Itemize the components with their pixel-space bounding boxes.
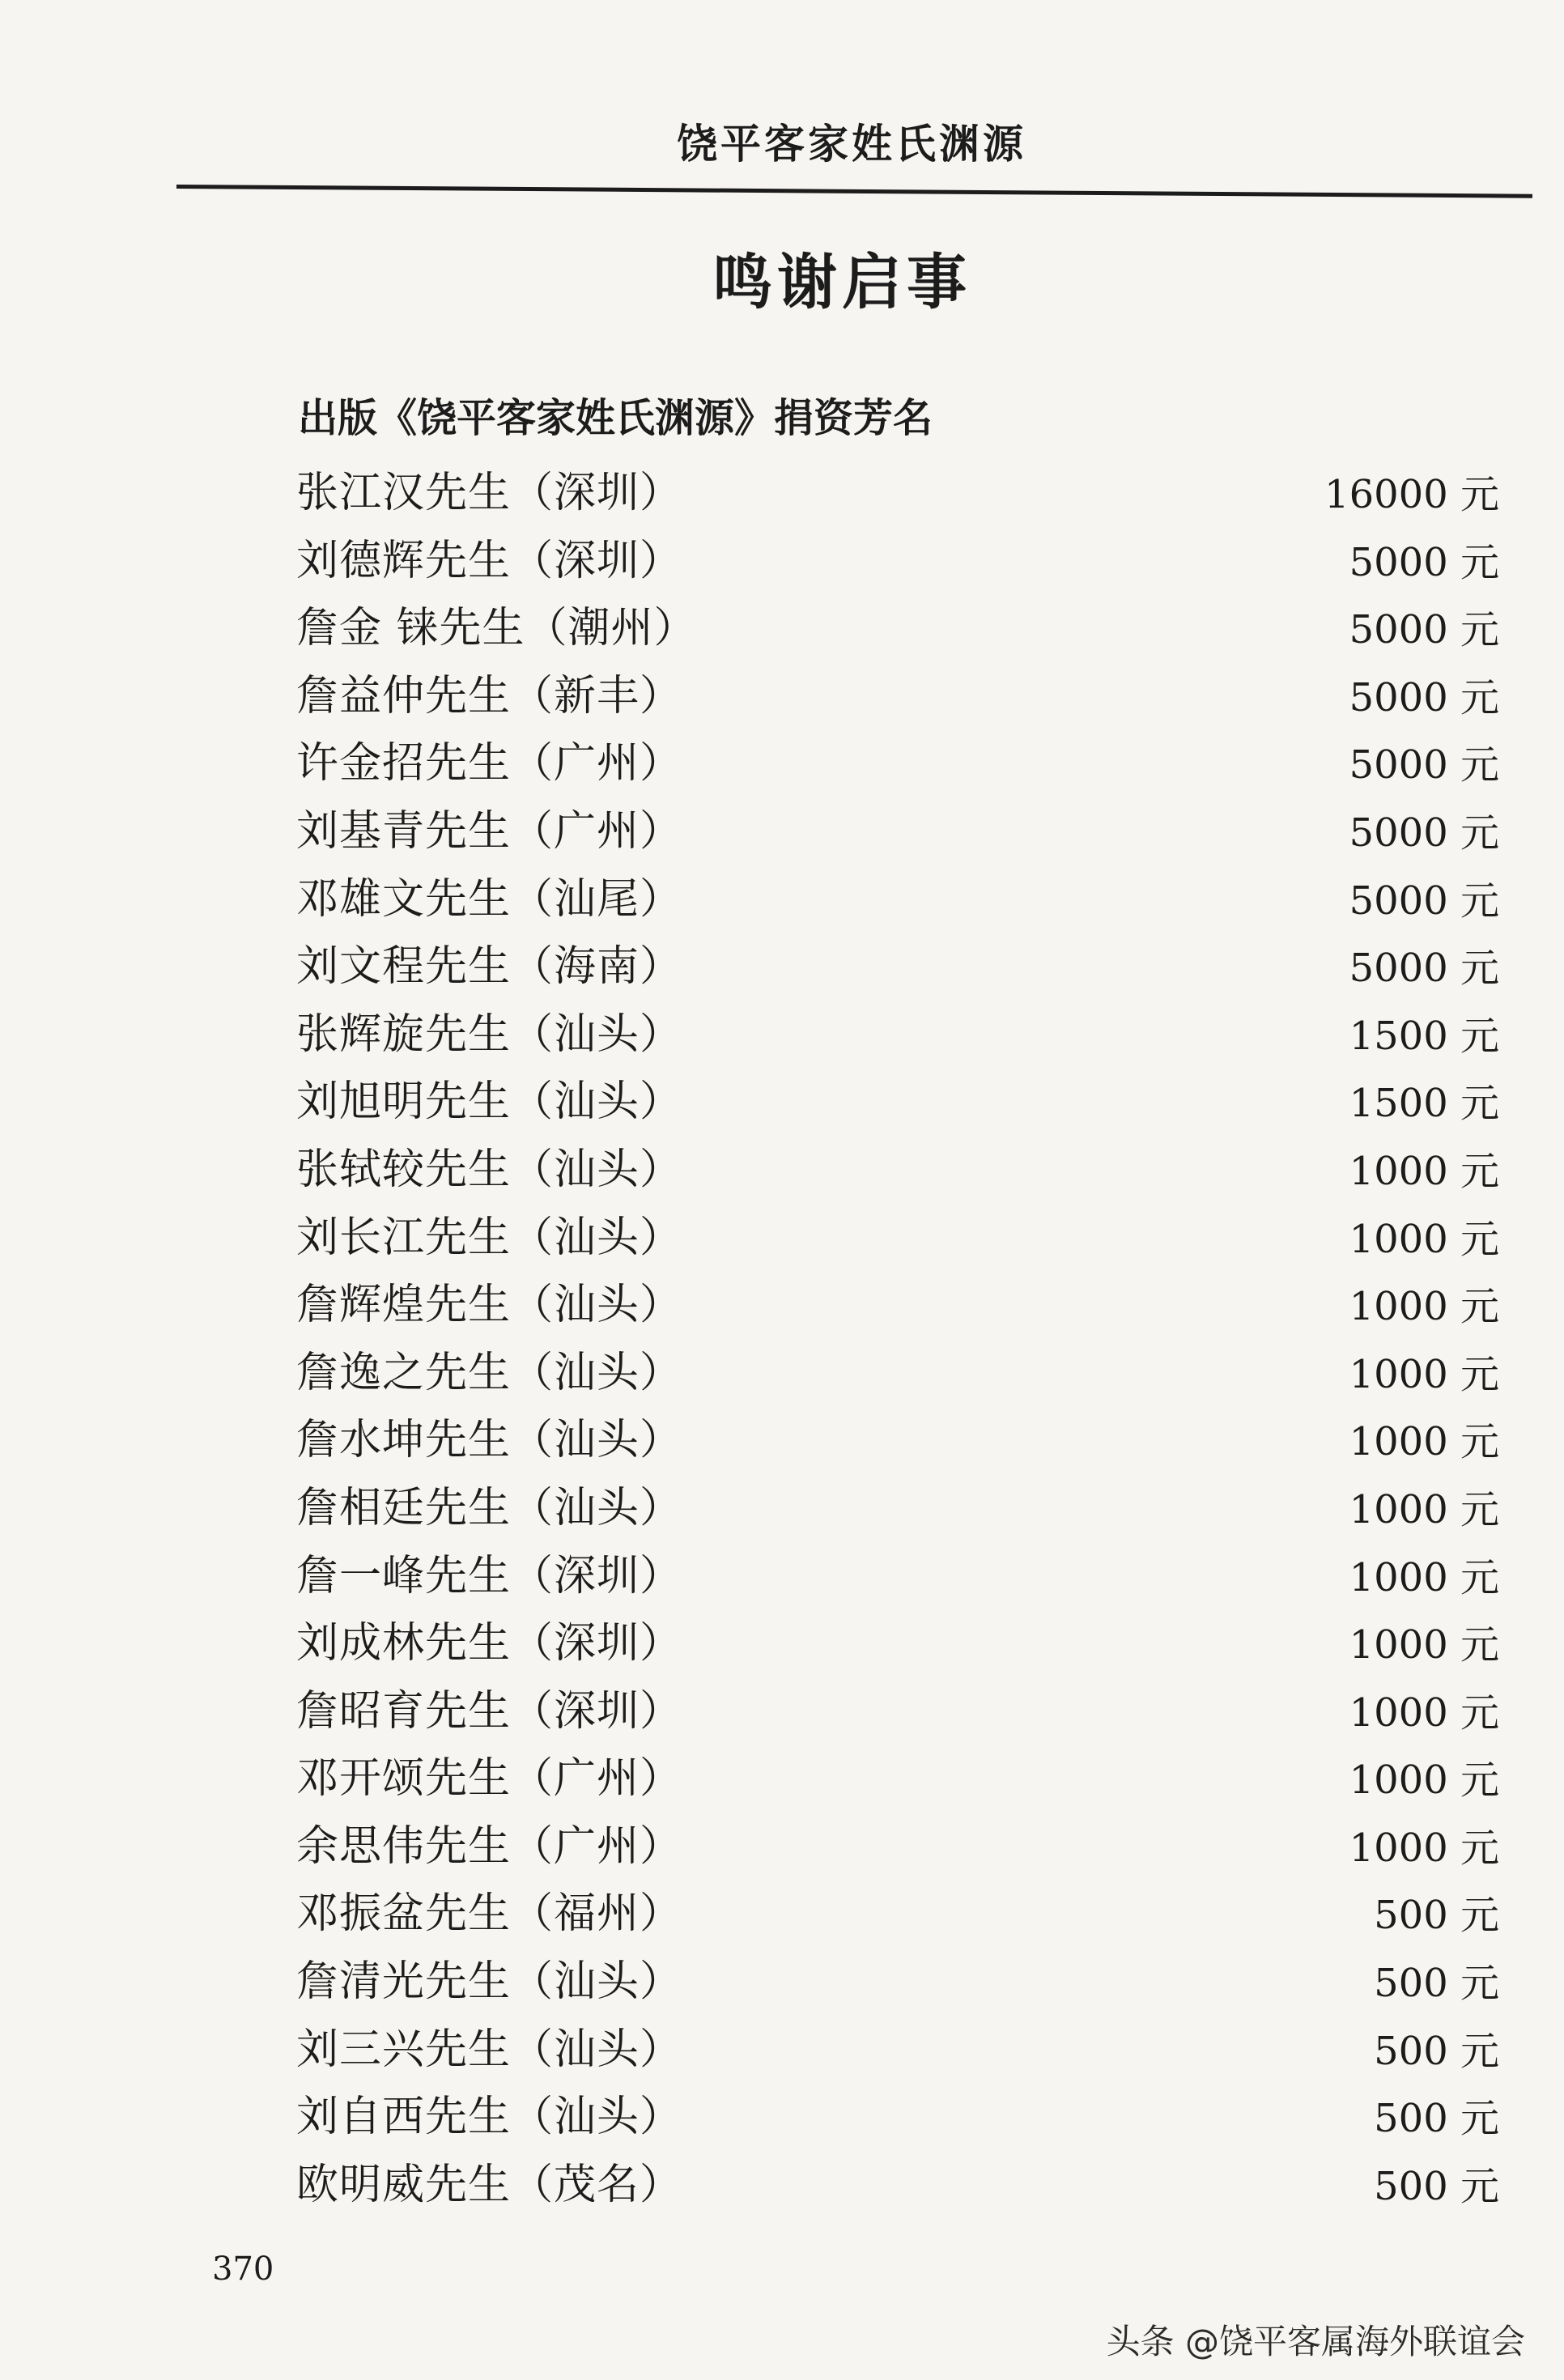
donor-row bbox=[0, 1872, 1564, 1940]
donor-name: 詹清光先生（汕头） bbox=[296, 1957, 683, 2007]
donor-name: 詹辉煌先生（汕头） bbox=[296, 1281, 683, 1330]
donor-row bbox=[0, 655, 1564, 723]
donor-name: 余思伟先生（广州） bbox=[296, 1821, 683, 1871]
page-title: 鸣谢启事 bbox=[712, 248, 971, 317]
donor-row bbox=[0, 520, 1564, 588]
donor-row bbox=[0, 1060, 1564, 1128]
donor-name: 刘自西先生（汕头） bbox=[296, 2093, 683, 2142]
donor-name: 刘基青先生（广州） bbox=[296, 806, 683, 856]
donor-row bbox=[0, 2008, 1564, 2076]
donor-amount: 500 元 bbox=[1374, 2028, 1499, 2074]
donor-row bbox=[0, 1535, 1564, 1603]
donor-name: 詹相廷先生（汕头） bbox=[296, 1483, 683, 1532]
donor-amount: 5000 元 bbox=[1349, 539, 1499, 585]
donor-amount: 5000 元 bbox=[1349, 810, 1499, 856]
donor-amount: 1000 元 bbox=[1349, 1486, 1499, 1532]
donor-amount: 5000 元 bbox=[1349, 878, 1499, 924]
donor-name: 詹一峰先生（深圳） bbox=[296, 1551, 683, 1600]
donor-row bbox=[0, 2076, 1564, 2144]
donor-row bbox=[0, 1264, 1564, 1332]
donor-name: 邓振盆先生（福州） bbox=[296, 1889, 683, 1939]
donor-amount: 500 元 bbox=[1374, 1961, 1499, 2007]
donor-amount: 1000 元 bbox=[1349, 1419, 1499, 1465]
donor-amount: 1000 元 bbox=[1349, 1554, 1499, 1600]
page-number: 370 bbox=[212, 2250, 274, 2288]
donor-name: 张轼较先生（汕头） bbox=[296, 1145, 683, 1194]
donor-amount: 5000 元 bbox=[1349, 946, 1499, 992]
donor-name: 邓雄文先生（汕尾） bbox=[296, 874, 683, 924]
donor-name: 刘德辉先生（深圳） bbox=[296, 536, 683, 585]
donor-row bbox=[0, 722, 1564, 790]
donor-row bbox=[0, 1399, 1564, 1467]
donor-name: 张江汉先生（深圳） bbox=[296, 469, 683, 517]
header-rule bbox=[176, 185, 1532, 198]
donor-name: 张辉旋先生（汕头） bbox=[296, 1009, 683, 1059]
donor-row bbox=[0, 1670, 1564, 1738]
donor-list bbox=[0, 452, 1564, 2211]
donor-name: 刘旭明先生（汕头） bbox=[296, 1077, 683, 1127]
donor-name: 刘成林先生（深圳） bbox=[296, 1619, 683, 1668]
donor-row bbox=[0, 1940, 1564, 2008]
donor-name: 刘文程先生（海南） bbox=[296, 942, 683, 992]
donor-row bbox=[0, 587, 1564, 655]
section-heading: 出版《饶平客家姓氏渊源》捐资芳名 bbox=[298, 395, 933, 441]
donor-amount: 1000 元 bbox=[1349, 1622, 1499, 1668]
donor-name: 詹益仲先生（新丰） bbox=[296, 671, 683, 720]
donor-row bbox=[0, 858, 1564, 926]
donor-name: 欧明威先生（茂名） bbox=[296, 2160, 683, 2209]
donor-amount: 5000 元 bbox=[1349, 742, 1499, 788]
donor-amount: 5000 元 bbox=[1349, 607, 1499, 653]
donor-row bbox=[0, 1467, 1564, 1535]
donor-row bbox=[0, 790, 1564, 858]
donor-name: 詹金 铼先生（潮州） bbox=[296, 604, 697, 653]
donor-amount: 500 元 bbox=[1374, 2163, 1499, 2209]
donor-amount: 1000 元 bbox=[1349, 1351, 1499, 1397]
donor-amount: 1000 元 bbox=[1349, 1689, 1499, 1736]
donor-amount: 1000 元 bbox=[1349, 1216, 1499, 1262]
donor-row bbox=[0, 1602, 1564, 1670]
donor-row bbox=[0, 1805, 1564, 1873]
donor-row bbox=[0, 993, 1564, 1061]
donor-amount: 16000 元 bbox=[1324, 472, 1499, 517]
donor-row bbox=[0, 452, 1564, 520]
donor-name: 邓开颂先生（广州） bbox=[296, 1754, 683, 1804]
donor-name: 詹昭育先生（深圳） bbox=[296, 1686, 683, 1736]
donor-name: 刘长江先生（汕头） bbox=[296, 1213, 683, 1262]
donor-amount: 5000 元 bbox=[1349, 674, 1499, 720]
donor-row bbox=[0, 1128, 1564, 1196]
donor-amount: 500 元 bbox=[1374, 2096, 1499, 2142]
donor-row bbox=[0, 2144, 1564, 2212]
donor-row bbox=[0, 925, 1564, 993]
donor-amount: 1000 元 bbox=[1349, 1148, 1499, 1194]
donor-row bbox=[0, 1332, 1564, 1400]
donor-row bbox=[0, 1737, 1564, 1805]
donor-name: 詹水坤先生（汕头） bbox=[296, 1416, 683, 1465]
donor-name: 刘三兴先生（汕头） bbox=[296, 2025, 683, 2074]
watermark: 头条 @饶平客属海外联谊会 bbox=[1106, 2322, 1525, 2361]
donor-amount: 500 元 bbox=[1374, 1893, 1499, 1939]
donor-amount: 1000 元 bbox=[1349, 1284, 1499, 1330]
donor-amount: 1500 元 bbox=[1349, 1081, 1499, 1127]
donor-amount: 1000 元 bbox=[1349, 1757, 1499, 1804]
donor-amount: 1500 元 bbox=[1349, 1013, 1499, 1059]
donor-amount: 1000 元 bbox=[1349, 1825, 1499, 1871]
donor-name: 詹逸之先生（汕头） bbox=[296, 1348, 683, 1397]
running-header-title: 饶平客家姓氏渊源 bbox=[677, 121, 1026, 168]
donor-name: 许金招先生（广州） bbox=[296, 739, 683, 788]
donor-row bbox=[0, 1196, 1564, 1264]
